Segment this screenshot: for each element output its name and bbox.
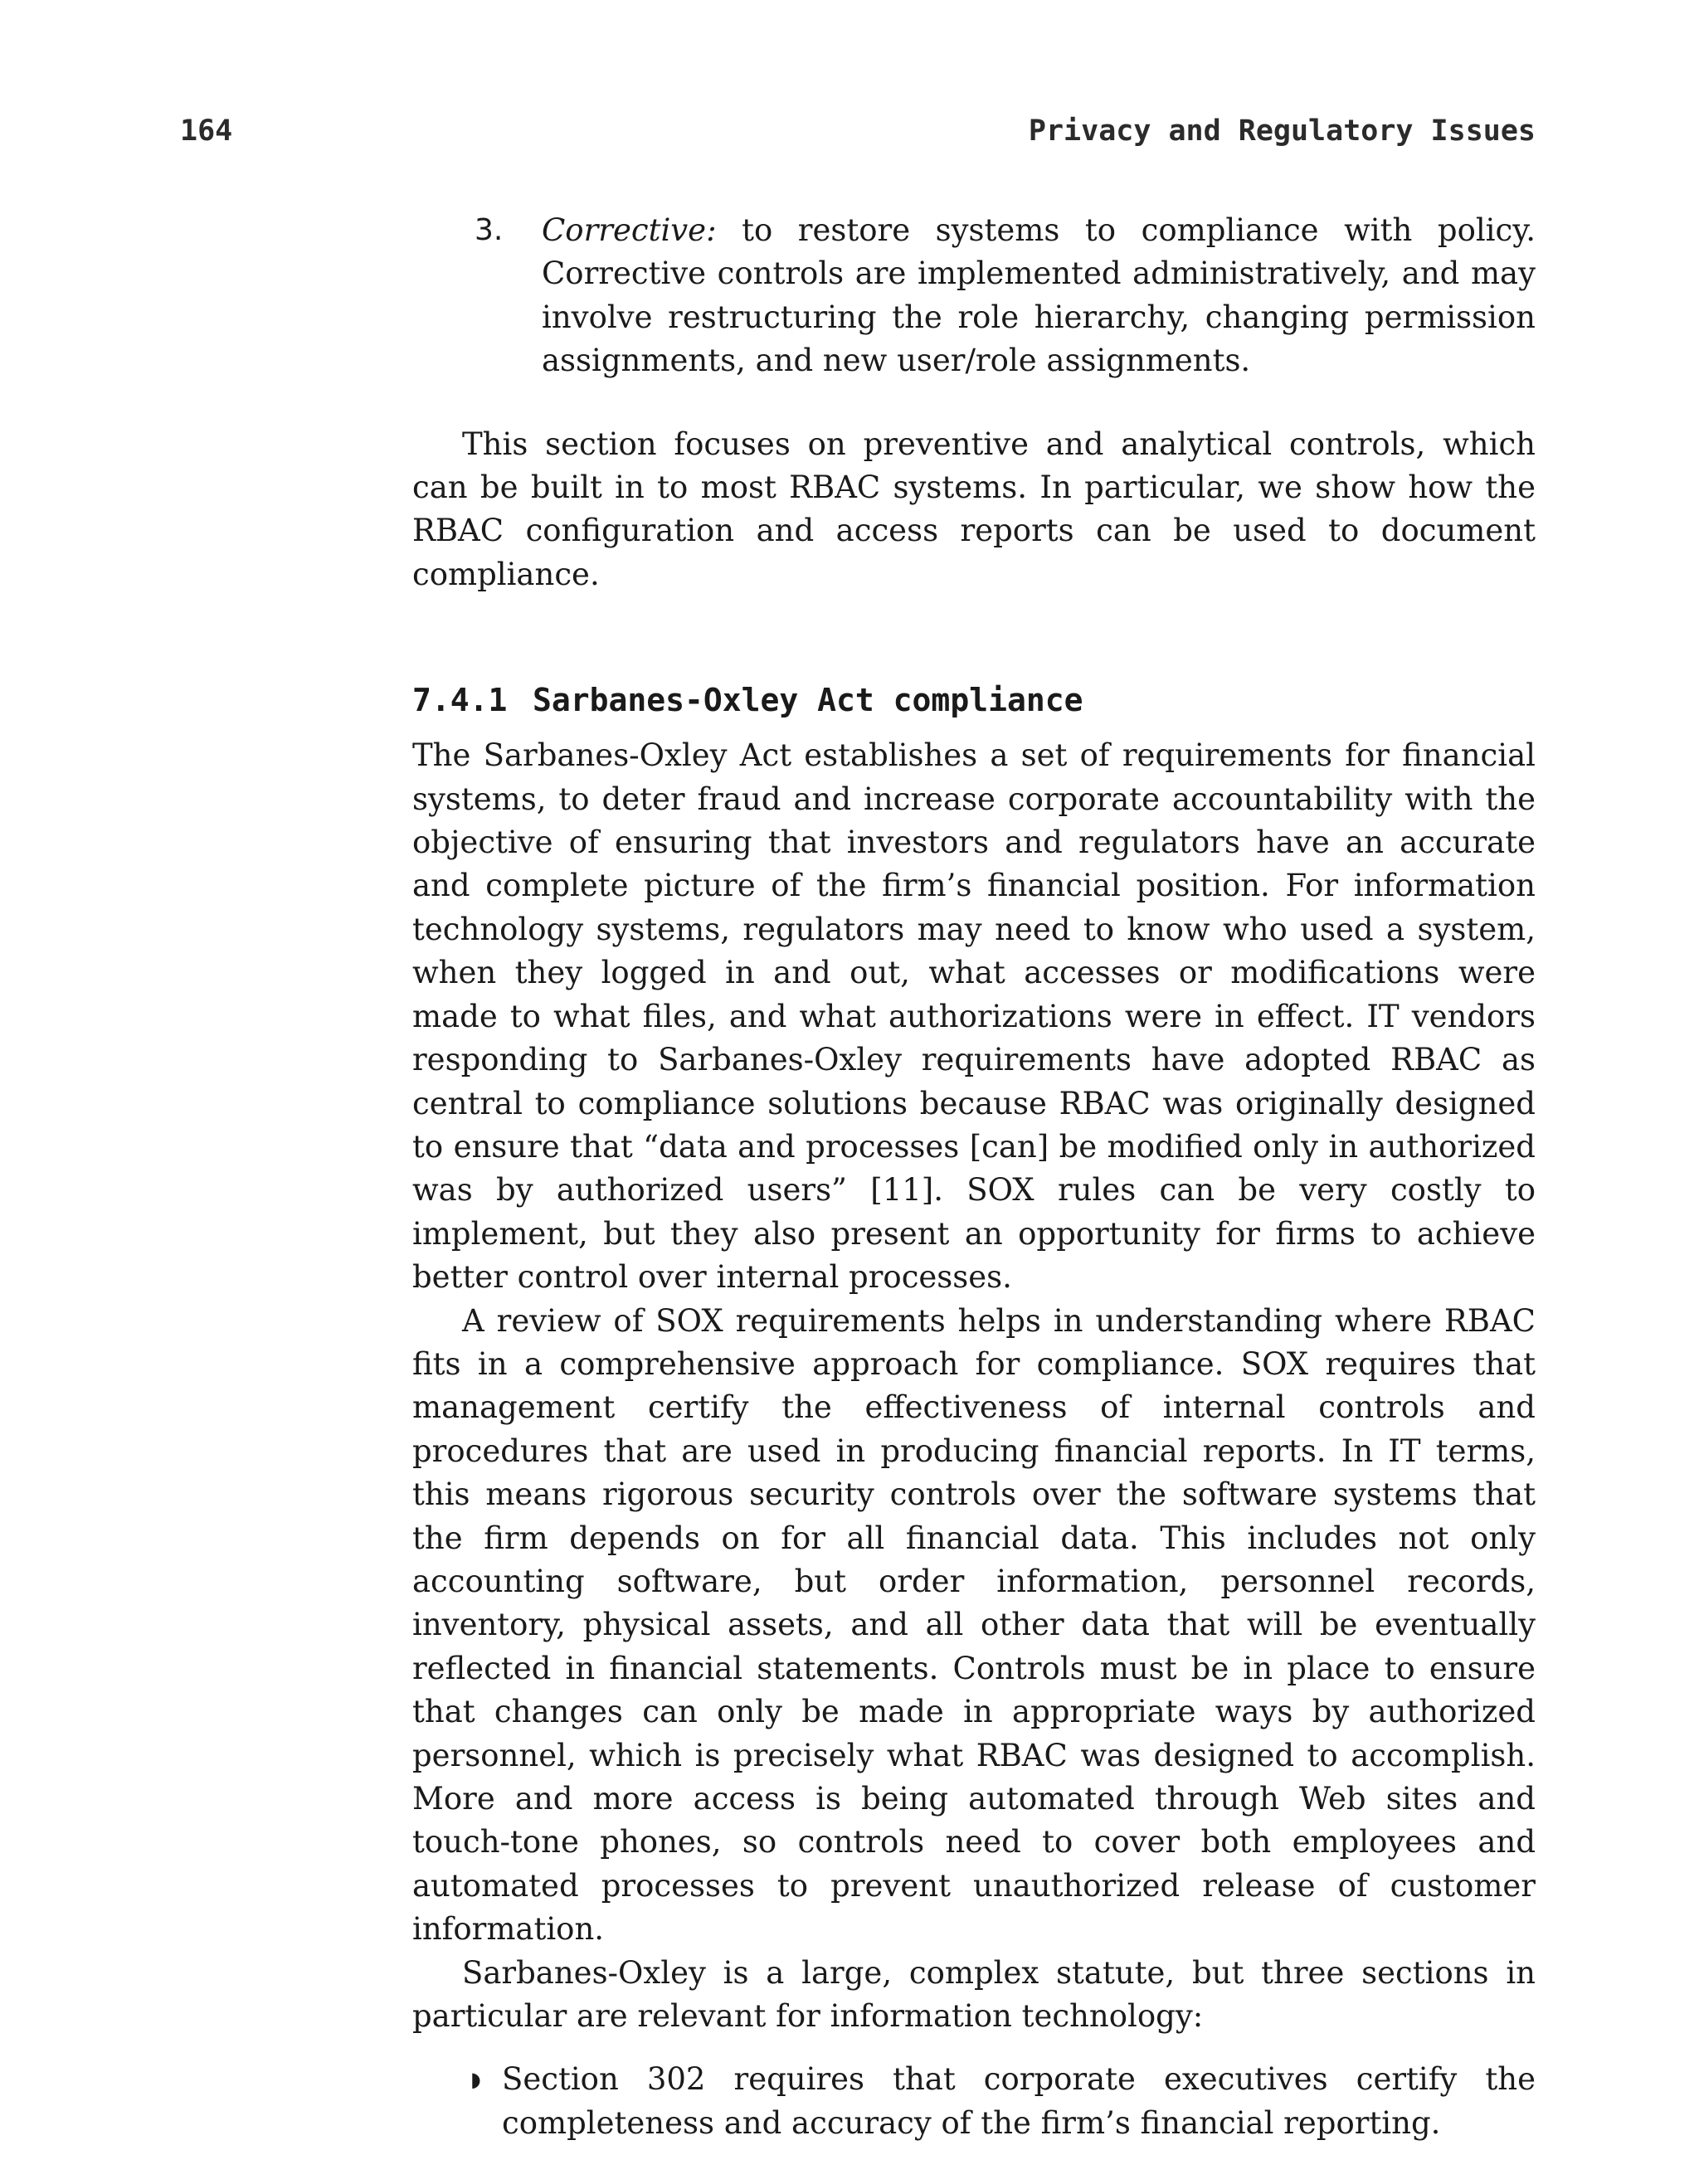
bullet-text: Section 302 requires that corporate executives certify the completeness and accuracy of the firm’s financial reporting. — [502, 2061, 1536, 2141]
running-title: Privacy and Regulatory Issues — [1028, 114, 1536, 148]
list-item-number: 3. — [475, 213, 504, 247]
intro-paragraph: This section focuses on preventive and analytical controls, which can be built in to most RBAC systems. In particular, we show how the RBAC configuration and access reports can be used to document compliance. — [412, 426, 1536, 592]
bullet-icon: ◗ — [470, 2068, 481, 2092]
list-item-term: Corrective: — [542, 212, 717, 248]
page-number: 164 — [180, 114, 233, 148]
numbered-list-item — [412, 209, 1536, 383]
section-title: Sarbanes-Oxley Act compliance — [533, 682, 1083, 719]
paragraph: The Sarbanes-Oxley Act establishes a set of requirements for financial systems, to deter fraud and increase corporate accountability with the objective of ensuring that investors and regulators have an accurate and complete picture of the firm’s financial position. For information technology systems, regulators may need to know who used a system, when they logged in and out, what accesses or modifications were made to what files, and what authorizations were in effect. IT vendors responding to Sarbanes-Oxley requirements have adopted RBAC as central to compliance solutions because RBAC was originally designed to ensure that “data and processes [can] be modified only in authorized was by authorized users” [11]. SOX rules can be very costly to implement, but they also present an opportunity for firms to achieve better control over internal processes. — [412, 737, 1536, 1296]
paragraph: A review of SOX requirements helps in understanding where RBAC fits in a comprehensive approach for compliance. SOX requires that management certify the effectiveness of internal controls and procedures that are used in producing financial reports. In IT terms, this means rigorous security controls over the software systems that the firm depends on for all financial data. This includes not only accounting software, but order information, personnel records, inventory, physical assets, and all other data that will be eventually reflected in financial statements. Controls must be in place to ensure that changes can only be made in appropriate ways by authorized personnel, which is precisely what RBAC was designed to accomplish. More and more access is being automated through Web sites and touch-tone phones, so controls need to cover both employees and automated processes to prevent unauthorized release of customer information. — [412, 1302, 1536, 1948]
list-item-text: to restore systems to compliance with policy. Corrective controls are implemented administratively, and may involve restructuring the role hierarchy, changing permission assignments, and new user/role assignments. — [542, 212, 1536, 379]
bullet-item — [412, 2058, 1536, 2145]
section-number: 7.4.1 — [412, 682, 508, 719]
running-header — [180, 114, 1536, 156]
section-heading — [412, 679, 1536, 721]
body-text — [412, 209, 1536, 2145]
bullet-list — [412, 2058, 1536, 2145]
paragraph: Sarbanes-Oxley is a large, complex statute, but three sections in particular are relevant for information technology: — [412, 1954, 1536, 2035]
